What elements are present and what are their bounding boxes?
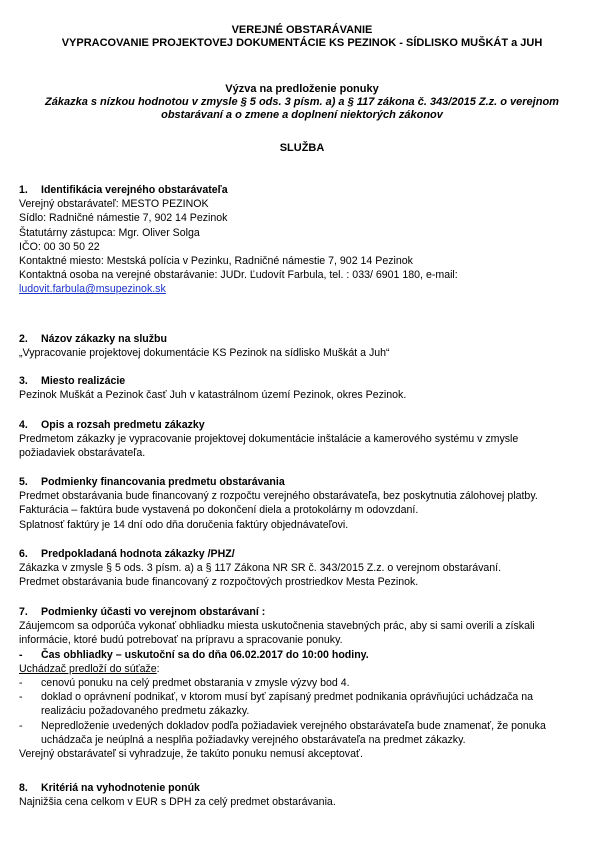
section-2-title: 2. Názov zákazky na službu [19,333,167,345]
section-4-title: 4. Opis a rozsah predmetu zákazky [19,419,205,431]
evaluation-criterion: Najnižšia cena celkom v EUR s DPH za celý predmet obstarávania. [19,796,336,809]
list-item: - doklad o oprávnení podnikať, v ktorom musí byť zapísaný predmet podnikania oprávňujúci uchádzača na realizáciu požadovaného predmetu zákazky. [19,691,534,718]
scope-line-1: Predmetom zákazky je vypracovanie projektovej dokumentácie inštalácie a kamerového systému v zmysle [19,433,519,446]
subheader-line-1: Výzva na predloženie ponuky [225,83,379,95]
estimated-value-line-1: Zákazka v zmysle § 5 ods. 3 písm. a) a § 117 Zákona NR SR č. 343/2015 Z.z. o verejnom obstarávaní. [19,562,502,575]
section-5-financing [19,475,585,532]
conditions-intro-1: Záujemcom sa odporúča vykonať obhliadku miesta uskutočnenia stavebných prác, aby si sami overili a získali [19,620,535,633]
financing-line-1: Predmet obstarávania bude financovaný z rozpočtu verejného obstarávateľa, bez poskytnutia zálohovej platby. [19,490,538,503]
header-line-1: VEREJNÉ OBSTARÁVANIE [231,24,373,36]
header-line-2: VYPRACOVANIE PROJEKTOVEJ DOKUMENTÁCIE KS PEZINOK - SÍDLISKO MUŠKÁT a JUH [61,37,543,49]
place-of-realization: Pezinok Muškát a Pezinok časť Juh v katastrálnom území Pezinok, okres Pezinok. [19,389,407,402]
call-for-offer-header [19,83,585,122]
section-7-title: 7. Podmienky účasti vo verejnom obstarávaní : [19,606,266,618]
inspection-time: - Čas obhliadky – uskutoční sa do dňa 06.02.2017 do 10:00 hodiny. [19,648,369,661]
section-6-title: 6. Predpokladaná hodnota zákazky /PHZ/ [19,548,235,560]
financing-line-3: Splatnosť faktúry je 14 dní odo dňa doručenia faktúry objednávateľovi. [19,518,349,531]
seat: Sídlo: Radničné námestie 7, 902 14 Pezinok [19,212,228,225]
section-8-title: 8. Kritériá na vyhodnotenie ponúk [19,782,200,794]
estimated-value-line-2: Predmet obstarávania bude financovaný z rozpočtových prostriedkov Mesta Pezinok. [19,576,419,589]
contact-place: Kontaktné miesto: Mestská polícia v Pezinku, Radničné námestie 7, 902 14 Pezinok [19,255,413,268]
ico: IČO: 00 30 50 22 [19,240,100,253]
section-5-title: 5. Podmienky financovania predmetu obstarávania [19,476,285,488]
section-1-identification [19,183,585,297]
contract-name: „Vypracovanie projektovej dokumentácie KS Pezinok na sídlisko Muškát a Juh“ [19,347,390,360]
contact-person: Kontaktná osoba na verejné obstarávanie: JUDr. Ľudovít Farbula, tel. : 033/ 6901 180, e-mail: [19,269,458,282]
statutory-representative: Štatutárny zástupca: Mgr. Oliver Solga [19,226,200,239]
subheader-line-3: obstarávaní a o zmene a doplnení niektorých zákonov [161,109,443,121]
list-item: - Nepredloženie uvedených dokladov podľa požiadaviek verejného obstarávateľa bude znamenať, že ponuka uchádzača je neúplná a nesplňa požiadavky verejného obstarávateľa na predmet zákazky. [19,719,546,746]
service-label: SLUŽBA [279,142,325,154]
conditions-intro-2: informácie, ktoré budú potrebovať na prípravu a spracovanie ponuky. [19,634,343,647]
section-2-contract-name [19,332,585,360]
document-header [19,24,585,50]
contracting-authority: Verejný obstarávateľ: MESTO PEZINOK [19,198,209,211]
section-4-scope [19,418,585,461]
section-3-place [19,374,585,402]
scope-line-2: požiadaviek obstarávateľa. [19,447,146,460]
reservation-note: Verejný obstarávateľ si vyhradzuje, že takúto ponuku nemusí akceptovať. [19,748,363,761]
section-1-title: 1. Identifikácia verejného obstarávateľa [19,184,228,196]
financing-line-2: Fakturácia – faktúra bude vystavená po dokončení diela a protokolárny m odovzdaní. [19,504,419,517]
subheader-line-2: Zákazka s nízkou hodnotou v zmysle § 5 ods. 3 písm. a) a § 117 zákona č. 343/2015 Z.z. o verejnom [45,96,559,108]
section-7-conditions [19,605,585,761]
section-3-title: 3. Miesto realizácie [19,375,126,387]
section-8-criteria [19,781,585,809]
list-item: - cenovú ponuku na celý predmet obstarania v zmysle výzvy bod 4. [19,677,350,690]
submit-heading: Uchádzač predloží do súťaže: [19,662,160,675]
section-6-estimated-value [19,547,585,590]
email-link[interactable]: ludovit.farbula@msupezinok.sk [19,283,166,296]
